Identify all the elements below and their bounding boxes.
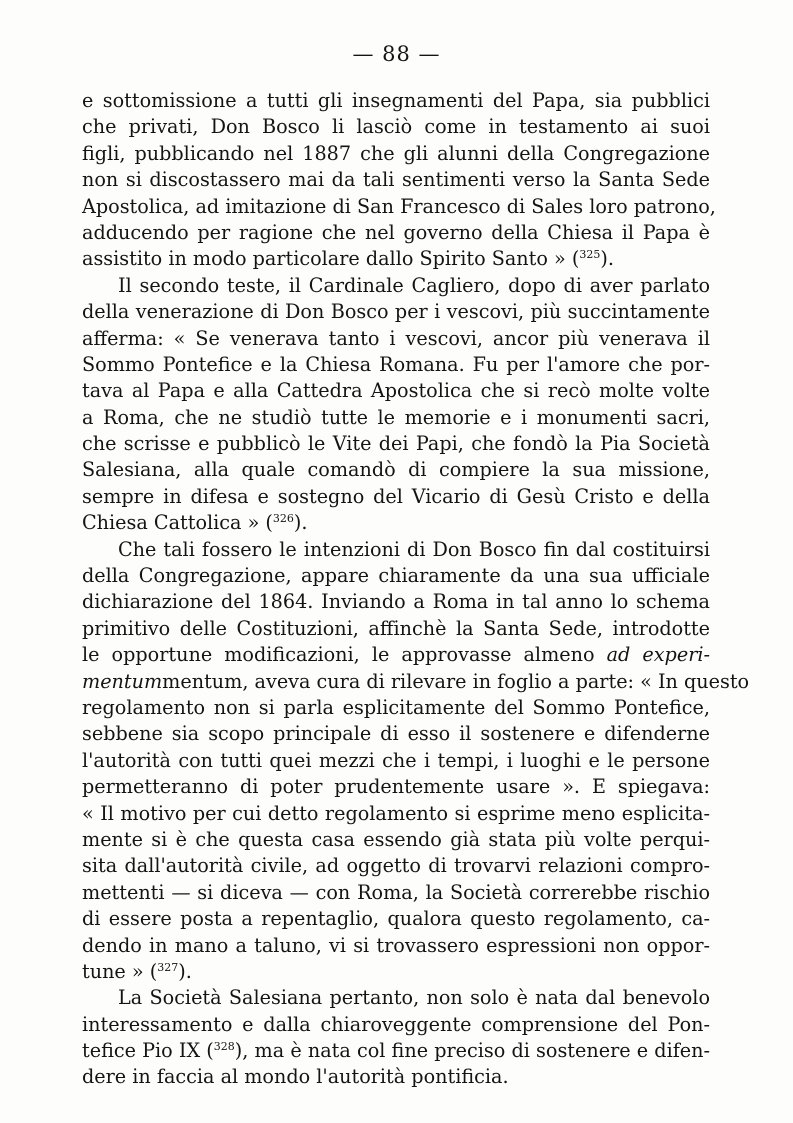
- text-line: della venerazione di Don Bosco per i vescovi, più succintamente: [82, 300, 710, 324]
- text-line: le opportune modificazioni, le approvasse almeno ad experi-: [82, 643, 710, 667]
- text-line: sita dall'autorità civile, ad oggetto di trovarvi relazioni compro-: [82, 854, 710, 878]
- text-line: permetteranno di poter prudentemente usare ». E spiegava:: [82, 775, 710, 799]
- text-line: sempre in difesa e sostegno del Vicario di Gesù Cristo e della: [82, 484, 710, 508]
- text-line: Salesiana, alla quale comandò di compiere la sua missione,: [82, 458, 710, 482]
- text-line: assistito in modo particolare dallo Spirito Santo » ($^{325}$).: [82, 247, 614, 271]
- footnote-ref: 328: [213, 1040, 235, 1054]
- text-line: interessamento e dalla chiaroveggente comprensione del Pon-: [82, 1012, 710, 1036]
- text-line: adducendo per ragione che nel governo della Chiesa il Papa è: [82, 220, 710, 244]
- text-line: Apostolica, ad imitazione di San Francesco di Sales loro patrono,: [82, 194, 716, 218]
- page-number: — 88 —: [352, 42, 441, 66]
- text-line: e sottomissione a tutti gli insegnamenti del Papa, sia pubblici: [82, 89, 710, 112]
- text-line: afferma: « Se venerava tanto i vescovi, ancor più venerava il: [82, 326, 710, 350]
- body-text: [82, 88, 750, 1091]
- text-line: mettenti — si diceva — con Roma, la Società correrebbe rischio: [82, 880, 710, 904]
- text-line: dere in faccia al mondo l'autorità pontificia.: [82, 1065, 509, 1089]
- text-line: che scrisse e pubblicò le Vite dei Papi, che fondò la Pia Società: [82, 432, 710, 456]
- footnote-ref: 325: [579, 248, 601, 262]
- text-line: La Società Salesiana pertanto, non solo è nata dal benevolo: [118, 986, 710, 1010]
- text-line: primitivo delle Costituzioni, affinchè la Santa Sede, introdotte: [82, 616, 710, 640]
- footnote-ref: 327: [157, 960, 179, 974]
- text-line: che privati, Don Bosco li lasciò come in testamento ai suoi: [82, 115, 710, 139]
- text-line: tune » ($^{327}$).: [82, 959, 192, 983]
- text-line: Chiesa Cattolica » ($^{326}$).: [82, 511, 308, 535]
- text-line: regolamento non si parla esplicitamente del Sommo Pontefice,: [82, 695, 710, 719]
- text-line: tefice Pio IX ($^{328}$), ma è nata col fine preciso di sostenere e difen-: [82, 1039, 710, 1063]
- text-line: « Il motivo per cui detto regolamento si esprime meno esplicita-: [82, 801, 710, 825]
- text-line: di essere posta a repentaglio, qualora questo regolamento, ca-: [82, 907, 710, 931]
- paragraph-3: [82, 537, 750, 986]
- text-line: non si discostassero mai da tali sentimenti verso la Santa Sede: [82, 168, 710, 192]
- text-line: Sommo Pontefice e la Chiesa Romana. Fu per l'amore che por-: [82, 352, 710, 376]
- italic-phrase: ad experi-: [606, 643, 710, 667]
- italic-phrase: mentum: [82, 669, 163, 693]
- text-line: mente si è che questa casa essendo già stata più volte perqui-: [82, 827, 710, 851]
- text-line: Il secondo teste, il Cardinale Cagliero, dopo di aver parlato: [118, 273, 710, 297]
- text-line: a Roma, che ne studiò tutte le memorie e i monumenti sacri,: [82, 405, 710, 429]
- text-line: della Congregazione, appare chiaramente da una sua ufficiale: [82, 564, 710, 588]
- footnote-ref: 326: [272, 512, 294, 526]
- paragraph-2: [82, 273, 710, 537]
- text-line: tava al Papa e alla Cattedra Apostolica che si recò molte volte: [82, 379, 710, 403]
- text-line: l'autorità con tutti quei mezzi che i tempi, i luoghi e le persone: [82, 748, 710, 772]
- text-line: mentummentum, aveva cura di rilevare in foglio a parte: « In questo: [82, 669, 750, 693]
- text-line: Che tali fossero le intenzioni di Don Bosco fin dal costituirsi: [118, 537, 710, 561]
- text-line: dichiarazione del 1864. Inviando a Roma in tal anno lo schema: [82, 590, 710, 614]
- paragraph-4: [82, 985, 710, 1091]
- text-line: dendo in mano a taluno, vi si trovassero espressioni non oppor-: [82, 933, 710, 957]
- paragraph-1: [82, 88, 716, 273]
- text-line: figli, pubblicando nel 1887 che gli alunni della Congregazione: [82, 141, 710, 165]
- text-line: sebbene sia scopo principale di esso il sostenere e difenderne: [82, 722, 710, 746]
